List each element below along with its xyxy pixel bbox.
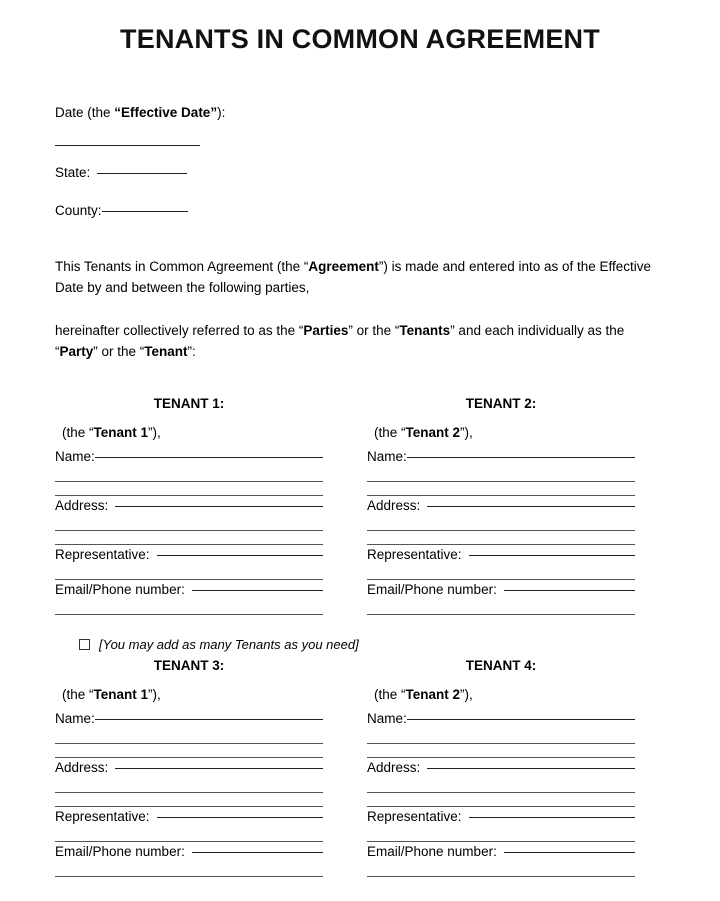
state-input[interactable] [97,173,187,174]
tenant-3-name-input[interactable] [95,719,323,720]
tenant-4-name-input[interactable] [407,719,635,720]
tenant-3-email-phone-label: Email/Phone number: [55,844,185,860]
tenant-2-representative-row [367,547,635,562]
date-label-suffix: ): [217,105,226,120]
tenant-2-email-phone-input[interactable] [504,590,635,591]
tenant-1-name-input[interactable] [95,457,323,458]
tenant-3-email-phone-input[interactable] [192,852,323,853]
document-body [0,103,720,877]
tenant-3-representative-row [55,809,323,824]
add-more-tenants-label: [You may add as many Tenants as you need] [99,637,359,653]
tenant-2-email-phone-continuation[interactable] [367,614,635,615]
tenant-4-email-phone-row [367,844,635,859]
tenant-4-address-continuation-1[interactable] [367,792,635,793]
recital-2-bold-tenants: Tenants [399,322,451,338]
tenant-2-representative-label: Representative: [367,547,462,563]
tenant-block-1 [55,396,323,615]
tenant-3-representative-input[interactable] [157,817,323,818]
sub-prefix: (the “ [374,425,406,441]
add-more-tenants-checkbox[interactable] [79,639,90,650]
recital-paragraph-2 [55,321,665,363]
tenant-3-name-continuation-2[interactable] [55,757,323,758]
tenant-1-address-row [55,498,323,513]
sub-suffix: ”), [460,687,473,703]
tenant-4-name-continuation-1[interactable] [367,743,635,744]
tenant-1-address-continuation-1[interactable] [55,530,323,531]
recital-1-part-2: ”) is made and entered into as of the Effective Date by and between the following parties, [55,258,652,295]
tenant-3-heading: TENANT 3: [153,658,225,674]
tenant-1-representative-continuation[interactable] [55,579,323,580]
date-input[interactable] [55,145,200,146]
tenant-3-address-input[interactable] [115,768,323,769]
tenant-4-representative-continuation[interactable] [367,841,635,842]
tenant-3-term: Tenant 1 [93,687,149,703]
tenant-3-email-phone-row [55,844,323,859]
tenant-4-email-phone-input[interactable] [504,852,635,853]
tenant-4-heading: TENANT 4: [465,658,537,674]
tenant-1-heading: TENANT 1: [153,396,225,412]
date-label-prefix: Date (the [55,105,115,120]
tenant-3-address-continuation-1[interactable] [55,792,323,793]
tenant-1-representative-input[interactable] [157,555,323,556]
county-label: County: [55,202,102,218]
recital-2-bold-party: Party [59,343,94,359]
tenant-2-address-input[interactable] [427,506,635,507]
tenant-block-2 [367,396,635,615]
county-field-row [55,201,665,221]
tenant-3-defined-term [62,687,323,702]
tenant-4-term: Tenant 2 [405,687,461,703]
sub-suffix: ”), [148,687,161,703]
tenant-2-address-label: Address: [367,498,421,514]
tenant-4-address-continuation-2[interactable] [367,806,635,807]
recital-2-part-3: ” and each individually as the “ [55,322,625,359]
recital-2-part-1: hereinafter collectively referred to as the “ [55,322,304,338]
tenant-2-name-label: Name: [367,449,407,465]
tenant-block-3 [55,658,323,877]
recital-2-bold-parties: Parties [303,322,349,338]
tenant-1-term: Tenant 1 [93,425,149,441]
tenant-4-name-label: Name: [367,711,407,727]
tenant-4-email-phone-label: Email/Phone number: [367,844,497,860]
tenant-4-address-input[interactable] [427,768,635,769]
tenant-4-representative-input[interactable] [469,817,635,818]
sub-suffix: ”), [148,425,161,441]
tenant-3-name-label: Name: [55,711,95,727]
recital-2-part-4: ” or the “ [93,343,145,359]
state-field-row [55,163,665,183]
state-label: State: [55,165,91,181]
date-label-bold: “Effective Date” [114,105,218,120]
tenant-1-address-continuation-2[interactable] [55,544,323,545]
tenant-2-address-continuation-2[interactable] [367,544,635,545]
tenant-block-4 [367,658,635,877]
tenant-2-defined-term [374,425,635,440]
tenant-4-address-label: Address: [367,760,421,776]
tenant-2-name-continuation-2[interactable] [367,495,635,496]
tenant-1-name-continuation-1[interactable] [55,481,323,482]
tenant-2-email-phone-label: Email/Phone number: [367,582,497,598]
tenant-1-email-phone-input[interactable] [192,590,323,591]
sub-suffix: ”), [460,425,473,441]
recital-1-part-1: This Tenants in Common Agreement (the “ [55,258,309,274]
tenant-1-defined-term [62,425,323,440]
tenant-3-representative-label: Representative: [55,809,150,825]
tenant-1-email-phone-continuation[interactable] [55,614,323,615]
tenant-1-address-input[interactable] [115,506,323,507]
recital-2-part-2: ” or the “ [348,322,400,338]
tenant-1-address-label: Address: [55,498,109,514]
add-more-tenants-note [79,637,665,652]
tenant-1-representative-row [55,547,323,562]
effective-date-block [55,103,665,221]
tenant-3-representative-continuation[interactable] [55,841,323,842]
tenant-2-name-input[interactable] [407,457,635,458]
tenant-2-heading: TENANT 2: [465,396,537,412]
tenant-2-representative-continuation[interactable] [367,579,635,580]
recital-2-bold-tenant: Tenant [144,343,188,359]
tenant-4-name-row [367,711,635,726]
tenant-1-name-row [55,449,323,464]
tenant-4-representative-label: Representative: [367,809,462,825]
sub-prefix: (the “ [62,687,94,703]
tenant-4-email-phone-continuation[interactable] [367,876,635,877]
sub-prefix: (the “ [374,687,406,703]
tenant-1-email-phone-label: Email/Phone number: [55,582,185,598]
county-input[interactable] [102,211,188,212]
tenant-2-representative-input[interactable] [469,555,635,556]
tenant-group-second [55,658,665,877]
tenant-group-first [55,396,665,615]
recital-paragraph-1 [55,257,665,299]
sub-prefix: (the “ [62,425,94,441]
tenant-2-email-phone-row [367,582,635,597]
tenant-4-representative-row [367,809,635,824]
tenant-3-name-continuation-1[interactable] [55,743,323,744]
tenant-4-name-continuation-2[interactable] [367,757,635,758]
tenant-3-email-phone-continuation[interactable] [55,876,323,877]
tenant-1-name-continuation-2[interactable] [55,495,323,496]
recital-2-part-5: ”: [187,343,196,359]
tenant-1-representative-label: Representative: [55,547,150,563]
tenant-4-defined-term [374,687,635,702]
tenant-2-term: Tenant 2 [405,425,461,441]
tenant-2-name-continuation-1[interactable] [367,481,635,482]
tenant-2-address-row [367,498,635,513]
tenant-2-name-row [367,449,635,464]
tenant-3-address-row [55,760,323,775]
recital-1-bold-agreement: Agreement [308,258,379,274]
page-title: TENANTS IN COMMON AGREEMENT [120,24,600,54]
tenant-3-address-continuation-2[interactable] [55,806,323,807]
tenant-1-email-phone-row [55,582,323,597]
date-label [55,103,665,123]
tenant-4-address-row [367,760,635,775]
tenant-1-name-label: Name: [55,449,95,465]
tenant-3-address-label: Address: [55,760,109,776]
tenant-3-name-row [55,711,323,726]
tenant-2-address-continuation-1[interactable] [367,530,635,531]
